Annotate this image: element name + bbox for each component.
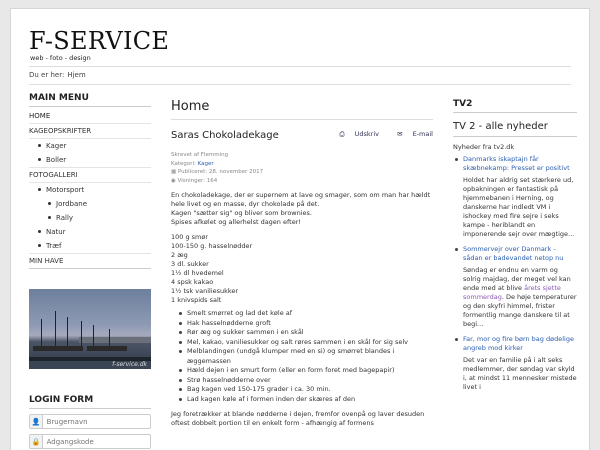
photo-mast (41, 319, 42, 347)
meta-author: Skrevet af Flemming (171, 152, 229, 158)
eye-icon: ◉ (171, 177, 176, 184)
menu-item-natur[interactable] (29, 225, 151, 239)
news-desc (453, 266, 577, 329)
ingredient-list (171, 233, 433, 305)
menu-item-rally[interactable] (29, 211, 151, 225)
site-title[interactable]: F-SERVICE (29, 27, 170, 55)
photo-mast (67, 317, 68, 347)
photo-shore (79, 337, 151, 343)
step-item: Lad kagen køle af i formen inden der skæres af den (187, 395, 433, 405)
menu-item-jordbane[interactable] (29, 197, 151, 211)
step-list (187, 309, 433, 404)
envelope-icon: ✉ (397, 130, 403, 138)
article-tools (323, 130, 433, 139)
username-field (29, 414, 151, 429)
harbor-photo (29, 289, 151, 369)
photo-mast (81, 321, 82, 347)
lock-icon: 🔒 (30, 435, 43, 448)
step-item: Mel, kakao, vaniliesukker og salt røres sammen i en skål for sig selv (187, 338, 433, 348)
article-meta (171, 151, 433, 185)
news-desc-text: Søndag er endnu en varm og solrig majdag, der meget vel kan ende med at blive (463, 266, 571, 292)
article-body (171, 191, 433, 428)
menu-item-fotogalleri[interactable]: FOTOGALLERI (29, 168, 151, 183)
news-link[interactable]: Far, mor og fire børn bag dødelige angreb mod kirker (453, 335, 577, 353)
step-item: Hak hasselnødderne groft (187, 319, 433, 329)
menu-item-label: Boller (46, 156, 67, 164)
bullet-icon (38, 158, 41, 161)
password-field (29, 434, 151, 449)
news-link[interactable]: Sommervejr over Danmark - sådan er badevandet netop nu (453, 245, 577, 263)
menu-item-label: Træf (46, 242, 62, 250)
news-desc-text: . De høje temperaturer og den skyfri himmel, frister formentlig mange danskere til at begi... (463, 293, 577, 328)
news-list (453, 335, 577, 353)
main-content (171, 99, 433, 428)
breadcrumb (29, 71, 89, 79)
photo-hull (33, 346, 83, 351)
breadcrumb-divider (29, 84, 571, 85)
left-sidebar (29, 93, 151, 449)
step-item: Bag kagen ved 150-175 grader i ca. 30 min. (187, 385, 433, 395)
right-sidebar (453, 99, 577, 398)
bullet-icon (38, 244, 41, 247)
photo-watermark: f-service.dk (112, 361, 147, 368)
user-icon: 👤 (30, 415, 43, 428)
news-desc-link[interactable]: årets sjette sommerdag (463, 284, 561, 301)
menu-item-label: Natur (46, 228, 66, 236)
printer-icon: ⎙ (339, 130, 345, 138)
photo-mast (55, 311, 56, 347)
ingredient: 1 knivspids salt (171, 296, 222, 304)
ingredient: 4 spsk kakao (171, 278, 214, 286)
header-divider (29, 66, 571, 67)
menu-item-boller[interactable] (29, 153, 151, 168)
article-header (171, 130, 433, 144)
username-input[interactable] (43, 415, 150, 428)
ingredient: 3 dl. sukker (171, 260, 209, 268)
step-item: Strø hasselnødderne over (187, 376, 433, 386)
bullet-icon (38, 188, 41, 191)
ingredient: 1½ tsk vaniliesukker (171, 287, 239, 295)
ingredient: 100 g smør (171, 233, 209, 241)
menu-item-min-have[interactable]: MIN HAVE (29, 254, 151, 269)
login-form-title: LOGIN FORM (29, 395, 151, 409)
page-container (10, 8, 590, 450)
site-tagline: web - foto - design (30, 54, 91, 62)
bullet-icon (48, 202, 51, 205)
meta-published (171, 168, 433, 177)
tv2-module-title: TV2 (453, 99, 577, 113)
meta-views-text: Visninger: 164 (177, 177, 218, 184)
intro-line: En chokoladekage, der er supernem at lave og smager, som om man har hældt hele livet og en masse, dyr chokolade på det. (171, 191, 431, 208)
photo-mast (93, 325, 94, 347)
feed-title[interactable]: TV 2 - alle nyheder (453, 121, 577, 137)
ingredient: 100-150 g. hasselnødder (171, 242, 253, 250)
photo-hull (87, 346, 127, 351)
menu-item-label: Kager (46, 142, 67, 150)
menu-item-kager[interactable] (29, 139, 151, 153)
meta-published-text: Publiceret: 28. november 2017 (177, 169, 264, 175)
news-link[interactable]: Danmarks iskaptajn får skæbnekamp: Presset er positivt (453, 155, 577, 173)
main-menu-title: MAIN MENU (29, 93, 151, 107)
step-item: Smelt smørret og lad det køle af (187, 309, 433, 319)
menu-item-kageopskrifter[interactable]: KAGEOPSKRIFTER (29, 124, 151, 139)
feed-source: Nyheder fra tv2.dk (453, 143, 515, 151)
menu-item-label: Motorsport (46, 186, 85, 194)
print-label: Udskriv (354, 130, 379, 138)
menu-item-traef[interactable] (29, 239, 151, 254)
intro-paragraph (171, 191, 433, 227)
calendar-icon: ▦ (171, 169, 177, 175)
news-desc: Holdet har aldrig set stærkere ud, opbakningen er fantastisk på hjemmebanen i Herning, og danskerne har indledt VM i ishockey med fire sejre i seks kampe - heriblandt en imponerende sejr over mægtige... (463, 176, 575, 238)
meta-category-label: Kategori: (171, 160, 196, 167)
ingredient: 1½ dl hvedemel (171, 269, 224, 277)
menu-item-home[interactable]: HOME (29, 109, 151, 124)
page-heading: Home (171, 99, 433, 120)
news-list (453, 245, 577, 263)
password-input[interactable] (43, 435, 150, 448)
step-item: Melblandingen (undgå klumper med en si) og smørret blandes i æggemassen (187, 347, 433, 366)
email-button[interactable] (389, 130, 433, 138)
menu-item-label: Jordbane (56, 200, 88, 208)
step-item: Rør æg og sukker sammen i en skål (187, 328, 433, 338)
bullet-icon (38, 230, 41, 233)
article-title[interactable]: Saras Chokoladekage (171, 130, 279, 141)
print-button[interactable] (331, 130, 379, 138)
menu-item-label: Rally (56, 214, 74, 222)
closing-paragraph: Jeg foretrækker at blande nødderne i dejen, fremfor ovenpå og laver desuden oftest dobbelt portion til en enkelt form - afhængig af formens (171, 410, 425, 427)
step-item: Hæld dejen i en smurt form (eller en form foret med bagepapir) (187, 366, 433, 376)
photo-mast (109, 329, 110, 347)
email-label: E-mail (412, 130, 433, 138)
news-list (453, 155, 577, 173)
news-desc: Det var en familie på i alt seks medlemmer, der søndag var skyld i, at mindst 11 mennesker mistede livet i (463, 356, 577, 391)
bullet-icon (38, 144, 41, 147)
breadcrumb-prefix: Du er her: (29, 71, 65, 79)
meta-views (171, 177, 433, 186)
intro-line: Kagen "sætter sig" og bliver som brownies. (171, 209, 312, 217)
intro-line: Spises afkølet og allerhelst dagen efter! (171, 218, 301, 226)
meta-category (171, 160, 433, 169)
breadcrumb-current: Hjem (67, 71, 86, 79)
ingredient: 2 æg (171, 251, 188, 259)
meta-category-link[interactable]: Kager (197, 160, 214, 167)
bullet-icon (48, 216, 51, 219)
menu-item-motorsport[interactable] (29, 183, 151, 197)
